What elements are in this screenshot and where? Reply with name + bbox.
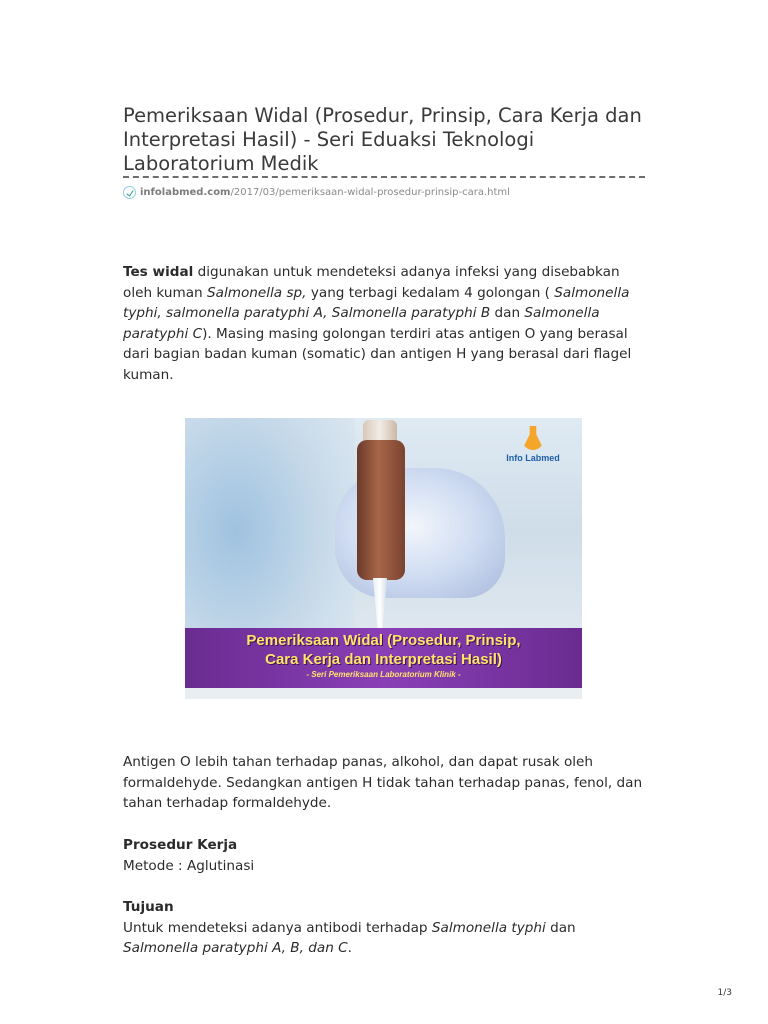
source-domain: infolabmed.com	[140, 186, 231, 198]
antigen-paragraph: Antigen O lebih tahan terhadap panas, alkohol, dan dapat rusak oleh formaldehyde. Sedangkan antigen H tidak tahan terhadap panas, fenol, dan tahan terhadap formaldehyde.	[123, 754, 643, 812]
banner-subtitle: - Seri Pemeriksaan Laboratorium Klinik -	[306, 670, 461, 679]
image-banner	[185, 628, 582, 688]
flask-icon	[522, 426, 544, 450]
banner-title-line2: Cara Kerja dan Interpretasi Hasil)	[265, 651, 502, 668]
pipette-tip	[373, 578, 387, 633]
prosedur-section	[123, 835, 648, 876]
intro-italic: Salmonella paratyphi C	[123, 305, 600, 342]
banner-title-line1: Pemeriksaan Widal (Prosedur, Prinsip,	[246, 632, 521, 649]
image-bottom-strip	[185, 688, 582, 699]
tujuan-text: dan	[545, 919, 576, 936]
source-path: /2017/03/pemeriksaan-widal-prosedur-prinsip-cara.html	[230, 186, 510, 198]
intro-text: digunakan untuk mendeteksi adanya infeksi yang disebabkan oleh kuman	[123, 264, 620, 301]
title-divider	[123, 176, 645, 178]
infolabmed-favicon-icon	[123, 186, 136, 199]
tujuan-text: Untuk mendeteksi adanya antibodi terhadap	[123, 919, 432, 936]
pipette	[357, 440, 405, 580]
intro-italic: Salmonella typhi, salmonella paratyphi A, Salmonella paratyphi B	[123, 284, 630, 322]
intro-text: dan	[490, 305, 525, 322]
prosedur-heading: Prosedur Kerja	[123, 837, 238, 853]
tujuan-heading: Tujuan	[123, 899, 174, 915]
intro-paragraph	[123, 262, 648, 386]
source-link[interactable]	[123, 184, 510, 200]
page-title: Pemeriksaan Widal (Prosedur, Prinsip, Cara Kerja dan Interpretasi Hasil) - Seri Eduaksi Teknologi Laboratorium Medik	[123, 104, 642, 175]
infolabmed-logo	[498, 426, 568, 474]
tujuan-section	[123, 897, 648, 959]
intro-text: yang terbagi kedalam 4 golongan (	[306, 284, 555, 301]
logo-text: Info Labmed	[506, 453, 560, 463]
page-number: 1/3	[717, 988, 732, 998]
tujuan-text: .	[347, 940, 352, 957]
article-hero-image	[185, 418, 582, 699]
tujuan-italic: Salmonella paratyphi A, B, dan C	[123, 940, 348, 957]
intro-term: Tes widal	[123, 264, 194, 280]
tujuan-italic: Salmonella typhi	[431, 919, 546, 936]
intro-italic: Salmonella sp,	[206, 284, 307, 301]
prosedur-text: Metode : Aglutinasi	[123, 857, 255, 874]
intro-text: ). Masing masing golongan terdiri atas antigen O yang berasal dari bagian badan kuman (somatic) dan antigen H yang berasal dari flagel kuman.	[123, 325, 632, 383]
